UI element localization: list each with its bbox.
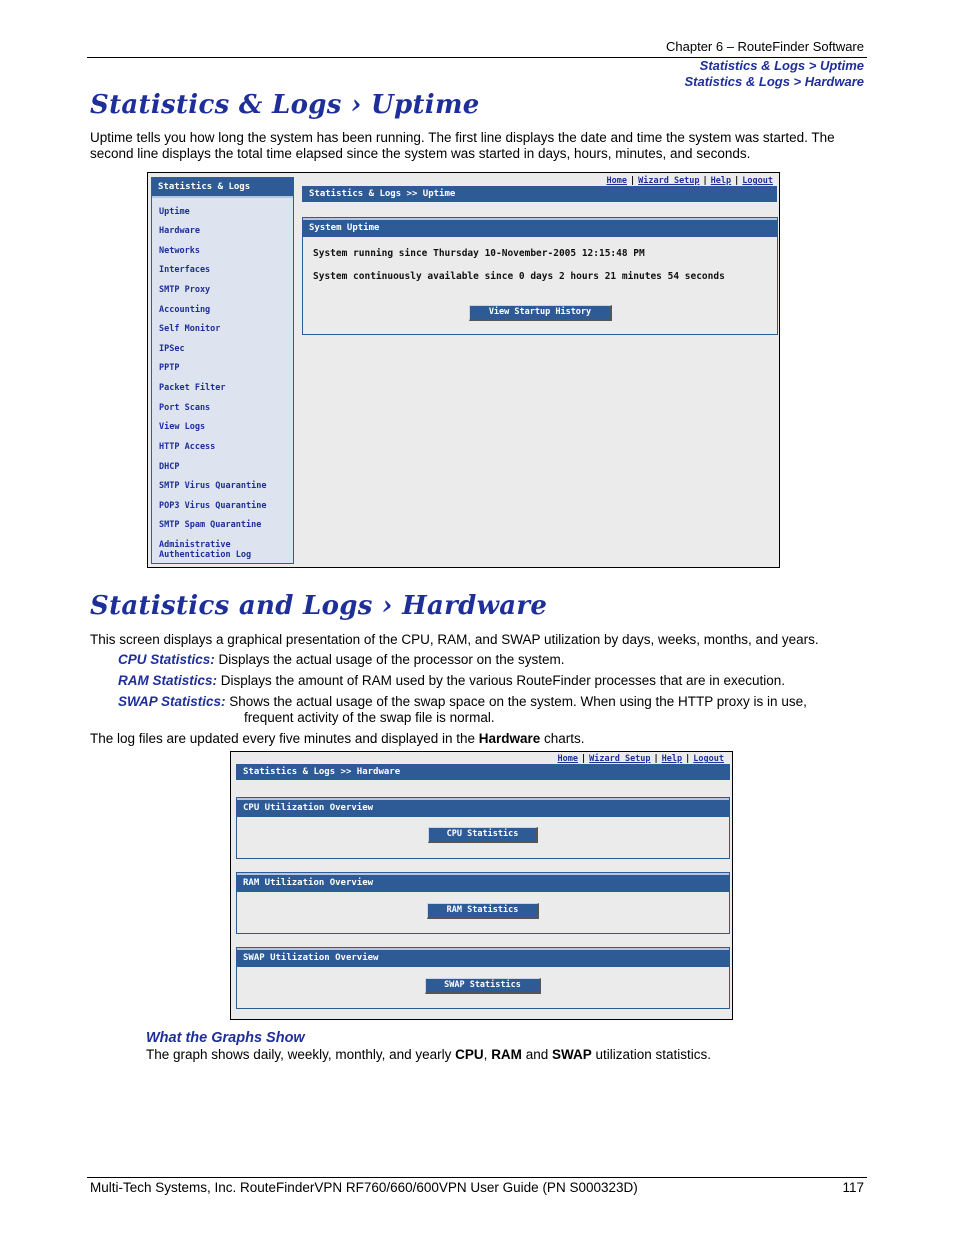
swap-utilization-panel xyxy=(236,947,730,1009)
header-crumb-uptime: Statistics & Logs > Uptime xyxy=(699,58,864,73)
cpu-statistics-desc xyxy=(118,652,878,668)
sidebar-item-admin-line1: Administrative xyxy=(159,540,231,550)
swap-statistics-desc xyxy=(118,694,878,710)
ram-utilization-panel xyxy=(236,872,730,934)
hardware-intro: This screen displays a graphical presentation of the CPU, RAM, and SWAP utilization by days, weeks, months, and years. xyxy=(90,632,819,647)
system-uptime-title: System Uptime xyxy=(303,218,777,237)
graphs-post: utilization statistics. xyxy=(591,1047,712,1062)
sidebar-item-http-access[interactable]: HTTP Access xyxy=(159,442,216,452)
sidebar-item-port-scans[interactable]: Port Scans xyxy=(159,403,211,413)
sidebar-item-self-monitor[interactable]: Self Monitor xyxy=(159,324,221,334)
uptime-intro: Uptime tells you how long the system has been running. The first line displays the date and time the system was started. The second line displays the total time elapsed since the system was started in days, hours, minutes, and seconds. xyxy=(90,130,835,161)
ram-statistics-term: RAM Statistics: xyxy=(118,673,218,688)
nav-logout-link[interactable]: Logout xyxy=(693,754,724,764)
graphs-description xyxy=(146,1047,866,1063)
sidebar-item-pop3-virus-quarantine[interactable]: POP3 Virus Quarantine xyxy=(159,501,267,511)
cpu-statistics-term: CPU Statistics: xyxy=(118,652,215,667)
ram-statistics-button[interactable]: RAM Statistics xyxy=(427,903,539,919)
graphs-ram: RAM xyxy=(491,1047,522,1062)
log-note-bold: Hardware xyxy=(478,731,541,746)
header-crumb-hardware: Statistics & Logs > Hardware xyxy=(684,74,864,89)
nav-help-link[interactable]: Help xyxy=(661,754,683,764)
sidebar-item-pptp[interactable]: PPTP xyxy=(159,363,180,373)
sidebar-item-admin-auth-log[interactable] xyxy=(159,540,251,560)
graphs-and: and xyxy=(521,1047,552,1062)
sidebar-item-ipsec[interactable]: IPSec xyxy=(159,344,185,354)
page-number: 117 xyxy=(842,1180,864,1195)
graphs-heading-text: What the Graphs Show xyxy=(146,1030,305,1046)
view-startup-history-button[interactable]: View Startup History xyxy=(469,305,612,321)
uptime-screenshot xyxy=(147,172,780,568)
page-breadcrumb: Statistics & Logs >> Hardware xyxy=(236,764,730,780)
sidebar-item-uptime[interactable]: Uptime xyxy=(159,207,190,217)
footer-text: Multi-Tech Systems, Inc. RouteFinderVPN RF760/660/600VPN User Guide (PN S000323D) xyxy=(90,1180,638,1195)
stats-sidebar xyxy=(151,177,294,564)
swap-statistics-text-cont: frequent activity of the swap file is normal. xyxy=(244,710,495,725)
graphs-heading xyxy=(146,1030,305,1046)
sidebar-item-dhcp[interactable]: DHCP xyxy=(159,462,180,472)
cpu-utilization-panel xyxy=(236,797,730,859)
sidebar-item-accounting[interactable]: Accounting xyxy=(159,305,211,315)
sidebar-item-networks[interactable]: Networks xyxy=(159,246,200,256)
log-files-note xyxy=(90,731,870,747)
nav-separator: | xyxy=(685,754,691,764)
nav-separator: | xyxy=(653,754,659,764)
swap-statistics-button[interactable]: SWAP Statistics xyxy=(425,978,541,994)
nav-separator: | xyxy=(734,176,740,186)
nav-home-link[interactable]: Home xyxy=(606,176,627,186)
graphs-pre: The graph shows daily, weekly, monthly, and yearly xyxy=(146,1047,456,1062)
nav-wizard-link[interactable]: Wizard Setup xyxy=(589,754,651,764)
sidebar-item-interfaces[interactable]: Interfaces xyxy=(159,265,211,275)
sidebar-title: Statistics & Logs xyxy=(152,178,293,198)
ram-statistics-desc xyxy=(118,673,878,689)
uptime-running-since: System running since Thursday 10-November-2005 12:15:48 PM xyxy=(313,248,645,259)
hardware-screenshot xyxy=(230,751,733,1020)
top-nav xyxy=(558,754,724,764)
nav-logout-link[interactable]: Logout xyxy=(742,176,773,186)
graphs-swap: SWAP xyxy=(551,1047,592,1062)
log-note-pre: The log files are updated every five minutes and displayed in the xyxy=(90,731,479,746)
cpu-statistics-button[interactable]: CPU Statistics xyxy=(428,827,538,843)
uptime-section-title: Statistics & Logs › Uptime xyxy=(90,90,480,120)
sidebar-item-smtp-spam-quarantine[interactable]: SMTP Spam Quarantine xyxy=(159,520,262,530)
cpu-statistics-text: Displays the actual usage of the processor on the system. xyxy=(214,652,565,667)
sidebar-item-packet-filter[interactable]: Packet Filter xyxy=(159,383,226,393)
cpu-utilization-title: CPU Utilization Overview xyxy=(237,798,729,817)
page-breadcrumb: Statistics & Logs >> Uptime xyxy=(302,186,777,202)
chapter-label: Chapter 6 – RouteFinder Software xyxy=(666,39,864,54)
uptime-available-since: System continuously available since 0 days 2 hours 21 minutes 54 seconds xyxy=(313,271,725,282)
graphs-comma: , xyxy=(483,1047,492,1062)
footer-rule xyxy=(87,1177,867,1178)
nav-separator: | xyxy=(702,176,708,186)
sidebar-item-admin-line2: Authentication Log xyxy=(159,550,252,560)
hardware-section-title: Statistics and Logs › Hardware xyxy=(90,591,548,621)
nav-help-link[interactable]: Help xyxy=(710,176,732,186)
nav-separator: | xyxy=(581,754,587,764)
swap-statistics-text: Shows the actual usage of the swap space on the system. When using the HTTP proxy is in use, xyxy=(225,694,807,709)
swap-utilization-title: SWAP Utilization Overview xyxy=(237,948,729,967)
sidebar-item-view-logs[interactable]: View Logs xyxy=(159,422,206,432)
top-nav xyxy=(607,176,773,186)
swap-statistics-term: SWAP Statistics: xyxy=(118,694,226,709)
log-note-post: charts. xyxy=(540,731,585,746)
graphs-cpu: CPU xyxy=(455,1047,484,1062)
sidebar-item-smtp-proxy[interactable]: SMTP Proxy xyxy=(159,285,211,295)
system-uptime-panel xyxy=(302,217,778,335)
nav-wizard-link[interactable]: Wizard Setup xyxy=(638,176,700,186)
ram-statistics-text: Displays the amount of RAM used by the various RouteFinder processes that are in execution. xyxy=(217,673,786,688)
sidebar-item-hardware[interactable]: Hardware xyxy=(159,226,200,236)
sidebar-item-smtp-virus-quarantine[interactable]: SMTP Virus Quarantine xyxy=(159,481,267,491)
nav-separator: | xyxy=(630,176,636,186)
nav-home-link[interactable]: Home xyxy=(557,754,578,764)
ram-utilization-title: RAM Utilization Overview xyxy=(237,873,729,892)
